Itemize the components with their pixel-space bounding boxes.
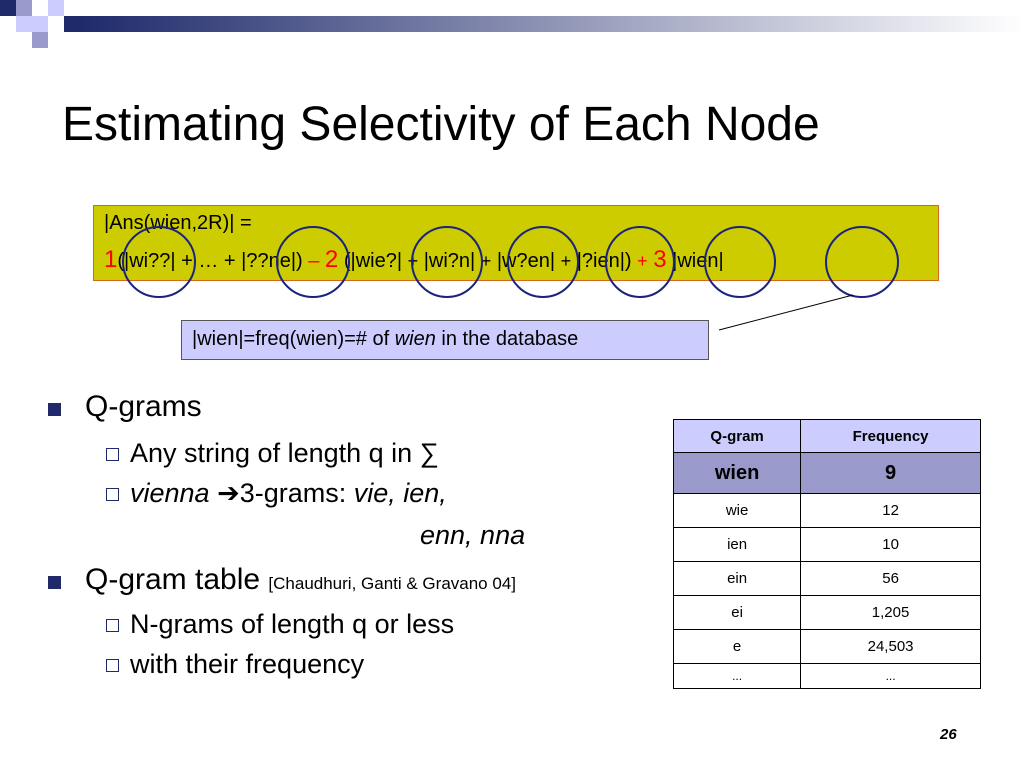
cell-frequency: 56 bbox=[801, 562, 981, 596]
bullet-box-icon bbox=[106, 488, 119, 501]
minus-sign: – bbox=[308, 250, 320, 272]
cell-frequency: 24,503 bbox=[801, 630, 981, 664]
corner-decoration bbox=[0, 0, 80, 60]
note-suffix: in the database bbox=[435, 328, 579, 350]
open-paren: ( bbox=[343, 250, 351, 272]
three-grams-values-2: enn, nna bbox=[420, 520, 526, 550]
coef-3: 3 bbox=[653, 246, 667, 273]
cell-qgram: ... bbox=[674, 664, 801, 689]
qtable-label: Q-gram table bbox=[85, 563, 269, 596]
bullet-square-icon bbox=[48, 403, 61, 416]
header-gradient-bar bbox=[80, 16, 1024, 32]
cell-qgram: wien bbox=[674, 453, 801, 494]
cell-frequency: 10 bbox=[801, 528, 981, 562]
coef-1: 1 bbox=[104, 246, 118, 273]
plus-sign: + bbox=[480, 251, 492, 271]
slide-title: Estimating Selectivity of Each Node bbox=[62, 98, 820, 151]
plus-sign: + bbox=[407, 251, 419, 271]
vienna-word: vienna bbox=[130, 478, 210, 508]
term-wen: |w?en| bbox=[496, 250, 556, 272]
cell-qgram: e bbox=[674, 630, 801, 664]
plus-sign: + bbox=[560, 251, 572, 271]
cell-qgram: wie bbox=[674, 494, 801, 528]
term-win: |wi?n| bbox=[423, 250, 476, 272]
cell-frequency: 1,205 bbox=[801, 596, 981, 630]
connector-line bbox=[719, 295, 853, 330]
table-row bbox=[674, 528, 981, 562]
bullet-box-icon bbox=[106, 619, 119, 632]
table-header-row bbox=[674, 420, 981, 453]
formula-box bbox=[93, 205, 939, 281]
cell-frequency: 9 bbox=[801, 453, 981, 494]
coef-2: 2 bbox=[324, 246, 339, 273]
cell-qgram: ien bbox=[674, 528, 801, 562]
cell-qgram: ein bbox=[674, 562, 801, 596]
subbullet-text bbox=[130, 478, 447, 509]
term-1: (|wi??| + … + |??ne|) bbox=[117, 250, 303, 272]
cell-qgram: ei bbox=[674, 596, 801, 630]
subbullet-text: with their frequency bbox=[130, 649, 365, 679]
three-grams-label: 3-grams: bbox=[239, 478, 354, 508]
plus-sign-red: + bbox=[637, 251, 648, 271]
table-row bbox=[674, 630, 981, 664]
table-row bbox=[674, 596, 981, 630]
note-box bbox=[181, 320, 709, 360]
citation: [Chaudhuri, Ganti & Gravano 04] bbox=[268, 574, 516, 593]
term-ien: |?ien|) bbox=[576, 250, 632, 272]
bullet-box-icon bbox=[106, 659, 119, 672]
cell-frequency: 12 bbox=[801, 494, 981, 528]
formula-line2 bbox=[104, 246, 724, 274]
bullet-box-icon bbox=[106, 448, 119, 461]
table-row bbox=[674, 494, 981, 528]
page-number: 26 bbox=[940, 726, 957, 743]
note-prefix: |wien|=freq(wien)=# of bbox=[192, 328, 395, 350]
three-grams-values-1: vie, ien, bbox=[353, 478, 447, 508]
bullet-text bbox=[85, 563, 516, 597]
table-row bbox=[674, 664, 981, 689]
qgram-table bbox=[673, 419, 981, 689]
table-row bbox=[674, 453, 981, 494]
bullet-text: Q-grams bbox=[85, 390, 202, 423]
header-qgram: Q-gram bbox=[674, 420, 801, 453]
subbullet-vienna-cont bbox=[420, 520, 525, 551]
subbullet-text: N-grams of length q or less bbox=[130, 609, 455, 639]
term-wien: |wien| bbox=[672, 250, 724, 272]
table-row bbox=[674, 562, 981, 596]
cell-frequency: ... bbox=[801, 664, 981, 689]
subbullet-text: Any string of length q in ∑ bbox=[130, 438, 439, 468]
arrow-right-icon: ➔ bbox=[217, 478, 240, 508]
bullet-square-icon bbox=[48, 576, 61, 589]
header-frequency: Frequency bbox=[801, 420, 981, 453]
term-wie: |wie?| bbox=[350, 250, 403, 272]
formula-line1: |Ans(wien,2R)| = bbox=[104, 212, 252, 234]
note-italic: wien bbox=[394, 328, 436, 350]
